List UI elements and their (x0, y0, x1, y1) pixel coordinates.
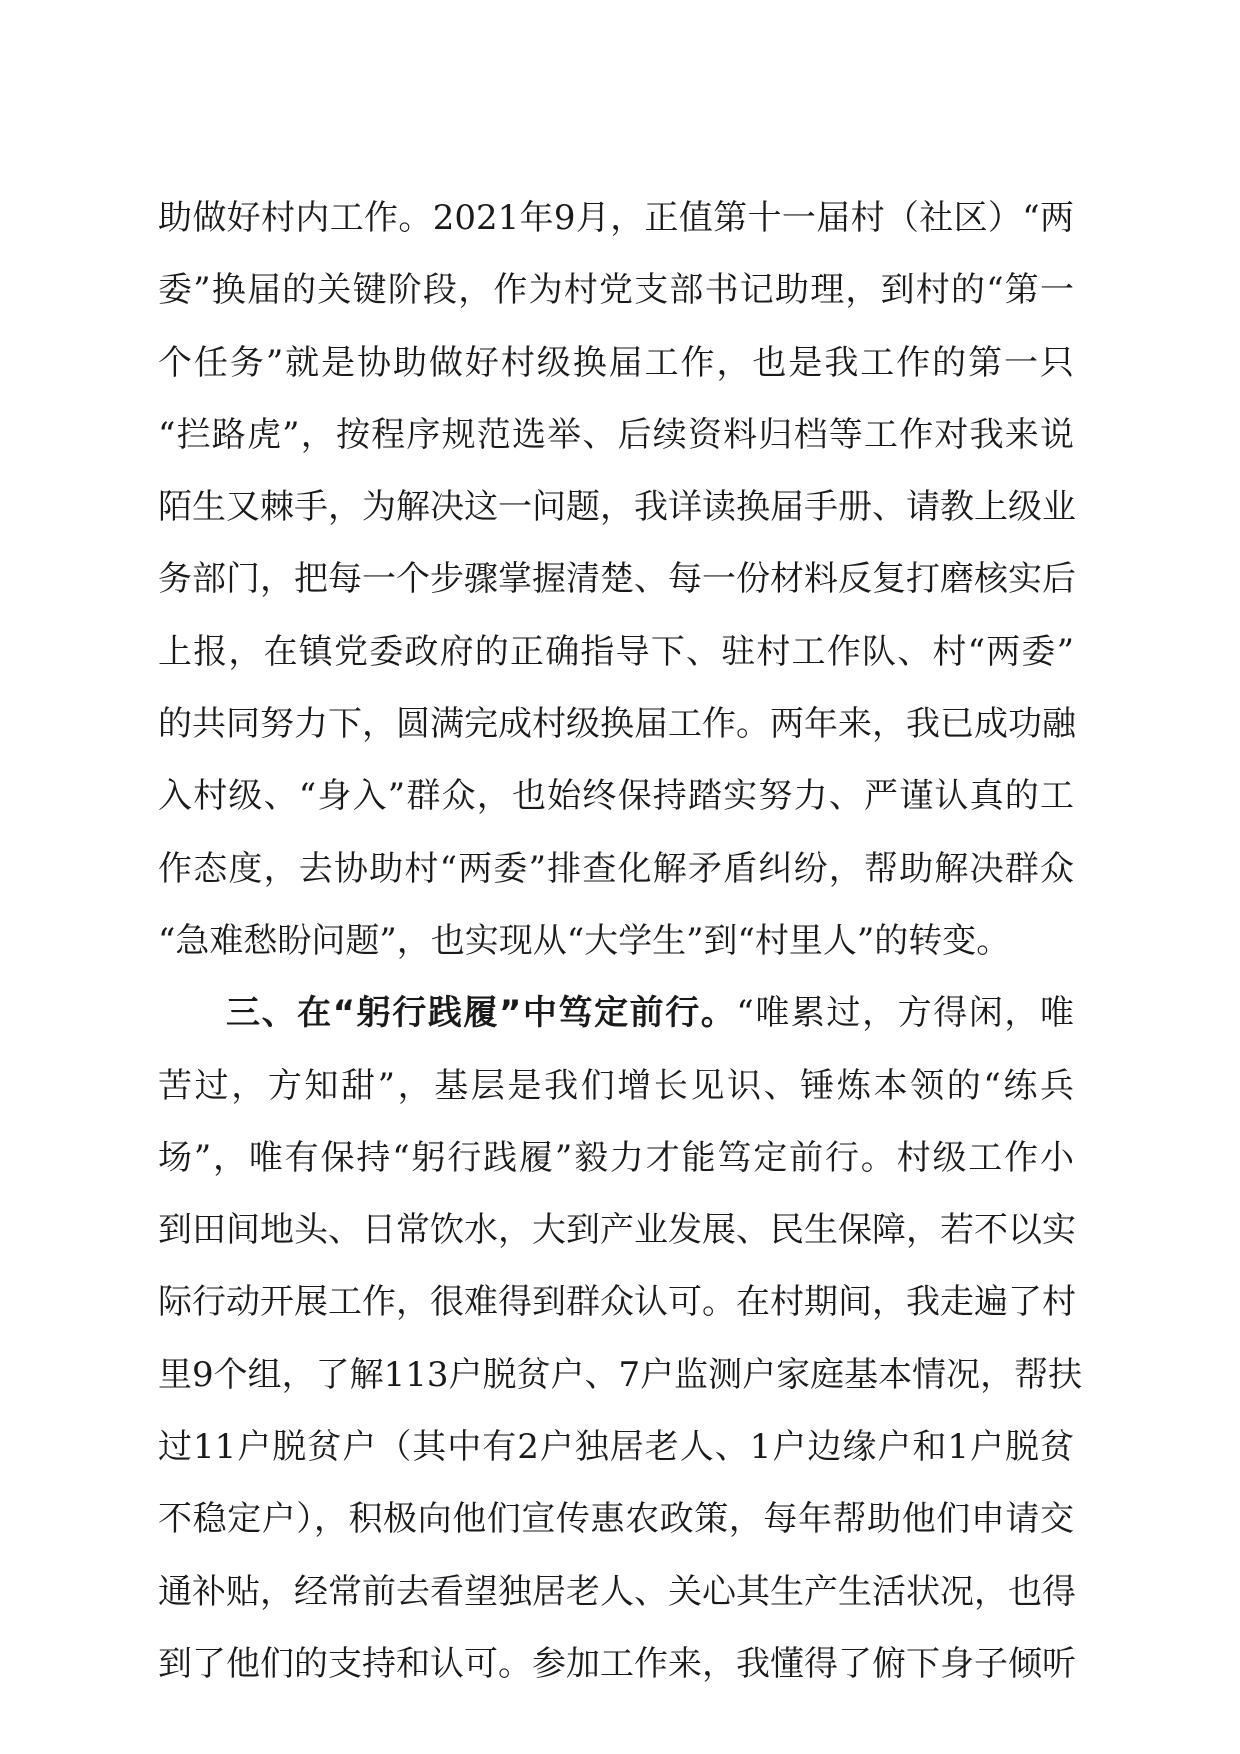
text-line: 通补贴，经常前去看望独居老人、关心其生产生活状况，也得 (158, 1571, 1076, 1612)
text-line: 个任务”就是协助做好村级换届工作，也是我工作的第一只 (158, 342, 1074, 383)
text-line: 入村级、“身入”群众，也始终保持踏实努力、严谨认真的工 (158, 776, 1074, 817)
text-line: 苦过，方知甜”，基层是我们增长见识、锤炼本领的“练兵 (158, 1065, 1074, 1106)
text-line: 务部门，把每一个步骤掌握清楚、每一份材料反复打磨核实后 (158, 559, 1076, 600)
paragraph-first-line (158, 977, 1074, 1049)
text-line: 到田间地头、日常饮水，大到产业发展、民生保障，若不以实 (158, 1210, 1076, 1251)
text-line: 上报，在镇党委政府的正确指导下、驻村工作队、村“两委” (158, 631, 1074, 672)
text-line: 际行动开展工作，很难得到群众认可。在村期间，我走遍了村 (158, 1282, 1076, 1323)
text-line: 不稳定户），积极向他们宣传惠农政策，每年帮助他们申请交 (158, 1499, 1074, 1540)
text-line: 到了他们的支持和认可。参加工作来，我懂得了俯下身子倾听 (158, 1643, 1076, 1684)
text-line: 的共同努力下，圆满完成村级换届工作。两年来，我已成功融 (158, 704, 1076, 745)
text-line: “急难愁盼问题”，也实现从“大学生”到“村里人”的转变。 (158, 920, 1011, 961)
text-line: 助做好村内工作。2021年9月，正值第十一届村（社区）“两 (158, 198, 1074, 238)
text-line: 作态度，去协助村“两委”排查化解矛盾纠纷，帮助解决群众 (158, 848, 1074, 889)
text-line: 里9个组，了解113户脱贫户、7户监测户家庭基本情况，帮扶 (158, 1354, 1083, 1395)
paragraph-2 (158, 977, 1083, 1700)
text-line: 委”换届的关键阶段，作为村党支部书记助理，到村的“第一 (158, 270, 1074, 311)
body-text (158, 182, 1083, 1700)
section-heading: 三、在“躬行践履”中笃定前行。 (226, 993, 737, 1034)
paragraph-1 (158, 182, 1074, 977)
text-line: 陌生又棘手，为解决这一问题，我详读换届手册、请教上级业 (158, 487, 1076, 528)
text-line: “拦路虎”，按程序规范选举、后续资料归档等工作对我来说 (158, 414, 1074, 455)
text-segment: “唯累过，方得闲，唯 (736, 993, 1074, 1034)
text-line: 过11户脱贫户（其中有2户独居老人、1户边缘户和1户脱贫 (158, 1427, 1074, 1468)
text-line: 场”，唯有保持“躬行践履”毅力才能笃定前行。村级工作小 (158, 1137, 1074, 1178)
